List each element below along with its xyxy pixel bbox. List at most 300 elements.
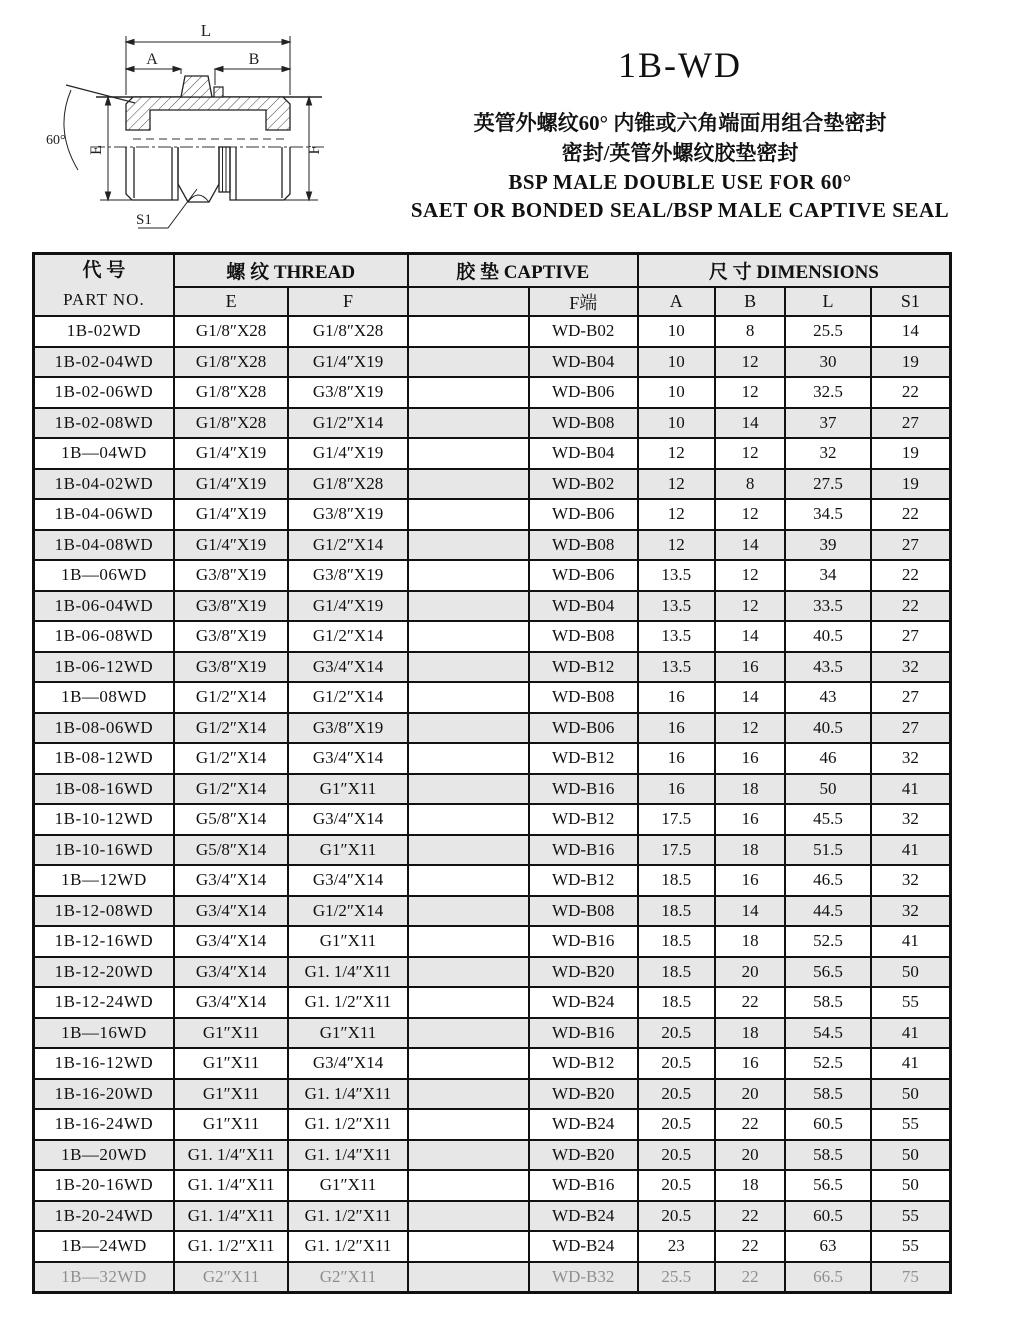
cell-captive-f-end: WD-B04 [529, 591, 638, 622]
cell-dim-a: 16 [638, 713, 715, 744]
cell-thread-e: G3/8″X19 [174, 560, 289, 591]
cell-thread-f: G3/4″X14 [288, 652, 407, 683]
cell-captive-f-end: WD-B08 [529, 896, 638, 927]
cell-dim-l: 51.5 [785, 835, 870, 866]
table-row [34, 347, 951, 378]
cell-thread-e: G2″X11 [174, 1262, 289, 1293]
subtitle-en-1: BSP MALE DOUBLE USE FOR 60° [508, 170, 852, 194]
cell-captive-blank [408, 530, 529, 561]
cell-dim-b: 22 [715, 987, 786, 1018]
cell-dim-l: 54.5 [785, 1018, 870, 1049]
cell-dim-b: 12 [715, 347, 786, 378]
dimension-label-F: F [306, 145, 323, 155]
cell-dim-a: 10 [638, 316, 715, 347]
cell-dim-b: 22 [715, 1201, 786, 1232]
table-row [34, 926, 951, 957]
cell-part-no: 1B—06WD [34, 560, 174, 591]
cell-thread-f: G1. 1/4″X11 [288, 957, 407, 988]
cell-part-no: 1B-12-24WD [34, 987, 174, 1018]
cell-part-no: 1B—12WD [34, 865, 174, 896]
cell-thread-e: G1/8″X28 [174, 347, 289, 378]
cell-captive-blank [408, 987, 529, 1018]
cell-dim-b: 20 [715, 1140, 786, 1171]
cell-part-no: 1B—32WD [34, 1262, 174, 1293]
col-header-dim-s1: S1 [871, 287, 951, 316]
cell-dim-s1: 50 [871, 957, 951, 988]
cell-thread-f: G1″X11 [288, 774, 407, 805]
cell-thread-e: G3/8″X19 [174, 621, 289, 652]
cell-dim-b: 14 [715, 408, 786, 439]
cell-dim-l: 50 [785, 774, 870, 805]
cell-captive-f-end: WD-B06 [529, 499, 638, 530]
cell-thread-f: G1″X11 [288, 926, 407, 957]
table-row [34, 957, 951, 988]
cell-dim-s1: 41 [871, 1018, 951, 1049]
cell-captive-blank [408, 926, 529, 957]
cell-captive-blank [408, 835, 529, 866]
cell-part-no: 1B-02WD [34, 316, 174, 347]
subtitle-cn-1: 英管外螺纹60° 内锥或六角端面用组合垫密封 [473, 111, 887, 135]
cell-dim-a: 17.5 [638, 804, 715, 835]
section-hatch-hex-boss [181, 76, 212, 97]
cell-dim-l: 32.5 [785, 377, 870, 408]
table-row [34, 835, 951, 866]
cell-part-no: 1B-08-16WD [34, 774, 174, 805]
cell-captive-blank [408, 1231, 529, 1262]
cell-dim-s1: 55 [871, 1201, 951, 1232]
col-header-thread-f: F [288, 287, 407, 316]
cell-captive-blank [408, 774, 529, 805]
cell-part-no: 1B-04-02WD [34, 469, 174, 500]
cell-captive-f-end: WD-B24 [529, 1231, 638, 1262]
cell-thread-f: G1/2″X14 [288, 682, 407, 713]
cell-part-no: 1B—20WD [34, 1140, 174, 1171]
cell-dim-a: 20.5 [638, 1079, 715, 1110]
cell-dim-b: 22 [715, 1231, 786, 1262]
cell-dim-s1: 41 [871, 1048, 951, 1079]
cell-part-no: 1B—16WD [34, 1018, 174, 1049]
cell-thread-f: G1. 1/2″X11 [288, 987, 407, 1018]
cell-thread-e: G1/2″X14 [174, 713, 289, 744]
cell-captive-blank [408, 865, 529, 896]
cell-captive-f-end: WD-B20 [529, 1079, 638, 1110]
cell-thread-f: G1. 1/4″X11 [288, 1079, 407, 1110]
cell-part-no: 1B-12-08WD [34, 896, 174, 927]
cell-thread-f: G3/8″X19 [288, 377, 407, 408]
cell-dim-a: 20.5 [638, 1140, 715, 1171]
table-row [34, 713, 951, 744]
cell-dim-a: 18.5 [638, 957, 715, 988]
cell-captive-f-end: WD-B20 [529, 1140, 638, 1171]
cell-thread-f: G1/4″X19 [288, 438, 407, 469]
table-row [34, 1201, 951, 1232]
cell-dim-l: 66.5 [785, 1262, 870, 1293]
cell-dim-a: 20.5 [638, 1109, 715, 1140]
cell-thread-e: G3/4″X14 [174, 957, 289, 988]
cell-thread-e: G3/4″X14 [174, 865, 289, 896]
cell-dim-l: 58.5 [785, 1140, 870, 1171]
cell-dim-l: 30 [785, 347, 870, 378]
table-row [34, 1109, 951, 1140]
cell-captive-f-end: WD-B06 [529, 713, 638, 744]
cell-thread-f: G1. 1/2″X11 [288, 1201, 407, 1232]
cell-thread-f: G1/4″X19 [288, 591, 407, 622]
cell-dim-a: 16 [638, 682, 715, 713]
cell-dim-l: 34.5 [785, 499, 870, 530]
subtitle-en-2: SAET OR BONDED SEAL/BSP MALE CAPTIVE SEAL [410, 198, 950, 222]
cell-dim-b: 8 [715, 316, 786, 347]
cell-dim-s1: 19 [871, 469, 951, 500]
cell-dim-a: 10 [638, 377, 715, 408]
cell-part-no: 1B-20-16WD [34, 1170, 174, 1201]
cell-captive-f-end: WD-B08 [529, 682, 638, 713]
cell-captive-blank [408, 347, 529, 378]
cell-thread-e: G1/4″X19 [174, 499, 289, 530]
cell-thread-f: G1/2″X14 [288, 621, 407, 652]
table-row [34, 377, 951, 408]
cell-dim-s1: 41 [871, 926, 951, 957]
cell-thread-e: G1″X11 [174, 1018, 289, 1049]
table-row [34, 560, 951, 591]
title-block [400, 44, 960, 224]
cell-captive-f-end: WD-B16 [529, 926, 638, 957]
cell-dim-s1: 55 [871, 987, 951, 1018]
cell-thread-e: G3/4″X14 [174, 896, 289, 927]
cell-part-no: 1B-16-20WD [34, 1079, 174, 1110]
cell-dim-b: 18 [715, 835, 786, 866]
cell-dim-a: 17.5 [638, 835, 715, 866]
cell-part-no: 1B-04-08WD [34, 530, 174, 561]
cell-part-no: 1B-12-20WD [34, 957, 174, 988]
cell-thread-e: G3/8″X19 [174, 652, 289, 683]
cell-dim-a: 23 [638, 1231, 715, 1262]
table-row [34, 652, 951, 683]
cell-dim-l: 39 [785, 530, 870, 561]
cell-dim-l: 33.5 [785, 591, 870, 622]
table-row [34, 316, 951, 347]
cell-dim-b: 14 [715, 530, 786, 561]
cell-thread-f: G1″X11 [288, 1170, 407, 1201]
dimension-label-S1: S1 [136, 212, 152, 228]
cell-dim-s1: 27 [871, 530, 951, 561]
cell-dim-l: 37 [785, 408, 870, 439]
cell-captive-blank [408, 621, 529, 652]
cell-dim-l: 43 [785, 682, 870, 713]
cell-dim-b: 14 [715, 682, 786, 713]
table-row [34, 865, 951, 896]
cell-captive-blank [408, 1170, 529, 1201]
cell-dim-s1: 75 [871, 1262, 951, 1293]
cell-dim-a: 18.5 [638, 987, 715, 1018]
col-header-dim-b: B [715, 287, 786, 316]
cell-dim-b: 18 [715, 926, 786, 957]
cell-captive-f-end: WD-B16 [529, 774, 638, 805]
cell-dim-b: 20 [715, 957, 786, 988]
cell-thread-f: G1/8″X28 [288, 469, 407, 500]
dimension-B [215, 66, 290, 85]
cell-captive-blank [408, 408, 529, 439]
cell-dim-l: 60.5 [785, 1201, 870, 1232]
cell-part-no: 1B-04-06WD [34, 499, 174, 530]
col-header-captive-f-end: F端 [529, 287, 638, 316]
cell-dim-b: 12 [715, 713, 786, 744]
cell-captive-blank [408, 560, 529, 591]
table-row [34, 499, 951, 530]
cell-dim-s1: 55 [871, 1231, 951, 1262]
col-group-captive: 胶 垫 CAPTIVE [408, 254, 638, 288]
cell-thread-f: G3/8″X19 [288, 713, 407, 744]
cell-captive-f-end: WD-B06 [529, 377, 638, 408]
cell-thread-f: G1″X11 [288, 835, 407, 866]
cell-thread-e: G1/2″X14 [174, 682, 289, 713]
cell-captive-blank [408, 682, 529, 713]
cell-dim-s1: 50 [871, 1170, 951, 1201]
cell-dim-s1: 50 [871, 1079, 951, 1110]
cell-dim-b: 16 [715, 865, 786, 896]
cell-thread-f: G1″X11 [288, 1018, 407, 1049]
cell-thread-e: G1″X11 [174, 1109, 289, 1140]
table-row [34, 987, 951, 1018]
part-no-label-en: PART NO. [63, 290, 145, 309]
cell-captive-blank [408, 316, 529, 347]
cell-part-no: 1B-02-04WD [34, 347, 174, 378]
cell-thread-e: G1. 1/4″X11 [174, 1140, 289, 1171]
cell-captive-f-end: WD-B16 [529, 835, 638, 866]
parts-table [32, 252, 952, 1294]
cell-dim-a: 12 [638, 469, 715, 500]
cell-thread-f: G3/4″X14 [288, 804, 407, 835]
cell-captive-f-end: WD-B16 [529, 1018, 638, 1049]
cell-dim-s1: 32 [871, 865, 951, 896]
cell-dim-b: 18 [715, 1018, 786, 1049]
cell-thread-e: G1. 1/4″X11 [174, 1201, 289, 1232]
dimension-label-B: B [248, 51, 260, 68]
cell-dim-b: 16 [715, 743, 786, 774]
cell-dim-a: 20.5 [638, 1170, 715, 1201]
cell-dim-s1: 41 [871, 835, 951, 866]
table-row [34, 1262, 951, 1293]
cell-dim-l: 58.5 [785, 987, 870, 1018]
subtitle-cn-2: 密封/英管外螺纹胶垫密封 [561, 141, 799, 165]
dimension-label-E: E [88, 145, 105, 155]
cell-thread-e: G5/8″X14 [174, 835, 289, 866]
col-header-captive-blank [408, 287, 529, 316]
header-group-row [34, 254, 951, 288]
cell-dim-a: 13.5 [638, 560, 715, 591]
cell-dim-s1: 50 [871, 1140, 951, 1171]
cell-dim-a: 20.5 [638, 1201, 715, 1232]
cell-part-no: 1B-10-16WD [34, 835, 174, 866]
cell-thread-e: G5/8″X14 [174, 804, 289, 835]
cell-thread-f: G3/4″X14 [288, 1048, 407, 1079]
col-header-part-no [34, 254, 174, 317]
cell-part-no: 1B-08-12WD [34, 743, 174, 774]
cell-dim-s1: 22 [871, 377, 951, 408]
captive-seal-groove [214, 87, 223, 97]
cell-dim-b: 14 [715, 896, 786, 927]
cell-captive-f-end: WD-B02 [529, 469, 638, 500]
cell-dim-l: 27.5 [785, 469, 870, 500]
cell-dim-a: 16 [638, 743, 715, 774]
cell-dim-a: 18.5 [638, 926, 715, 957]
cell-captive-blank [408, 804, 529, 835]
table-row [34, 530, 951, 561]
table-row [34, 743, 951, 774]
cell-dim-b: 16 [715, 1048, 786, 1079]
cell-dim-s1: 32 [871, 804, 951, 835]
cell-captive-f-end: WD-B12 [529, 652, 638, 683]
cell-captive-f-end: WD-B04 [529, 438, 638, 469]
cell-captive-f-end: WD-B04 [529, 347, 638, 378]
cell-dim-a: 12 [638, 499, 715, 530]
cell-captive-blank [408, 499, 529, 530]
table-row [34, 469, 951, 500]
table-row [34, 621, 951, 652]
cell-dim-l: 44.5 [785, 896, 870, 927]
cell-dim-b: 12 [715, 438, 786, 469]
cell-dim-s1: 41 [871, 774, 951, 805]
cell-dim-l: 40.5 [785, 713, 870, 744]
cell-dim-s1: 19 [871, 438, 951, 469]
cell-thread-f: G3/4″X14 [288, 865, 407, 896]
cell-thread-f: G1. 1/4″X11 [288, 1140, 407, 1171]
col-group-dimensions: 尺 寸 DIMENSIONS [638, 254, 951, 288]
cell-dim-l: 63 [785, 1231, 870, 1262]
page-title: 1B-WD [618, 45, 742, 85]
cell-dim-l: 60.5 [785, 1109, 870, 1140]
cell-captive-blank [408, 438, 529, 469]
cell-thread-f: G1. 1/2″X11 [288, 1231, 407, 1262]
cell-part-no: 1B-16-12WD [34, 1048, 174, 1079]
cell-captive-blank [408, 1048, 529, 1079]
cell-captive-blank [408, 896, 529, 927]
cell-captive-f-end: WD-B08 [529, 530, 638, 561]
technical-drawing [38, 12, 330, 238]
cell-captive-f-end: WD-B08 [529, 621, 638, 652]
col-header-dim-a: A [638, 287, 715, 316]
cell-captive-f-end: WD-B12 [529, 865, 638, 896]
cell-dim-s1: 22 [871, 591, 951, 622]
cell-captive-blank [408, 957, 529, 988]
cell-captive-blank [408, 1140, 529, 1171]
cell-part-no: 1B-06-12WD [34, 652, 174, 683]
cell-thread-f: G1/2″X14 [288, 896, 407, 927]
cell-captive-blank [408, 1018, 529, 1049]
cell-part-no: 1B-08-06WD [34, 713, 174, 744]
col-group-thread: 螺 纹 THREAD [174, 254, 408, 288]
cell-dim-s1: 22 [871, 560, 951, 591]
cell-part-no: 1B-10-12WD [34, 804, 174, 835]
table-row [34, 774, 951, 805]
cell-captive-f-end: WD-B20 [529, 957, 638, 988]
cell-dim-s1: 14 [871, 316, 951, 347]
table-row [34, 1170, 951, 1201]
cell-captive-f-end: WD-B02 [529, 316, 638, 347]
cell-thread-f: G3/4″X14 [288, 743, 407, 774]
cell-dim-a: 18.5 [638, 896, 715, 927]
cell-dim-a: 12 [638, 530, 715, 561]
col-header-dim-l: L [785, 287, 870, 316]
cell-dim-b: 14 [715, 621, 786, 652]
cell-dim-l: 46.5 [785, 865, 870, 896]
cell-thread-f: G1/2″X14 [288, 408, 407, 439]
cell-thread-e: G3/8″X19 [174, 591, 289, 622]
cell-dim-b: 8 [715, 469, 786, 500]
cell-part-no: 1B—24WD [34, 1231, 174, 1262]
cell-thread-e: G1/8″X28 [174, 377, 289, 408]
cell-part-no: 1B—08WD [34, 682, 174, 713]
cell-part-no: 1B—04WD [34, 438, 174, 469]
table-row [34, 1079, 951, 1110]
cell-captive-f-end: WD-B06 [529, 560, 638, 591]
cell-dim-a: 16 [638, 774, 715, 805]
cell-captive-blank [408, 469, 529, 500]
cell-dim-a: 13.5 [638, 621, 715, 652]
cell-thread-e: G3/4″X14 [174, 987, 289, 1018]
cell-dim-a: 12 [638, 438, 715, 469]
table-row [34, 1018, 951, 1049]
cell-dim-b: 16 [715, 804, 786, 835]
cell-dim-l: 32 [785, 438, 870, 469]
angle-label: 60° [46, 133, 66, 148]
cell-thread-f: G1/8″X28 [288, 316, 407, 347]
table-row [34, 896, 951, 927]
cell-dim-l: 56.5 [785, 1170, 870, 1201]
cell-part-no: 1B-02-08WD [34, 408, 174, 439]
table-row [34, 591, 951, 622]
cell-captive-blank [408, 743, 529, 774]
cell-dim-a: 13.5 [638, 652, 715, 683]
cell-dim-s1: 22 [871, 499, 951, 530]
cell-captive-f-end: WD-B12 [529, 804, 638, 835]
cell-dim-l: 56.5 [785, 957, 870, 988]
cell-dim-s1: 27 [871, 713, 951, 744]
table-row [34, 1048, 951, 1079]
cell-dim-l: 52.5 [785, 926, 870, 957]
cell-captive-f-end: WD-B32 [529, 1262, 638, 1293]
table-body [34, 316, 951, 1293]
cell-captive-blank [408, 652, 529, 683]
cell-captive-f-end: WD-B08 [529, 408, 638, 439]
cell-dim-s1: 32 [871, 896, 951, 927]
cell-dim-b: 22 [715, 1109, 786, 1140]
cell-dim-b: 18 [715, 774, 786, 805]
cell-thread-e: G3/4″X14 [174, 926, 289, 957]
cell-dim-a: 10 [638, 408, 715, 439]
cell-dim-s1: 19 [871, 347, 951, 378]
cell-captive-blank [408, 1262, 529, 1293]
cell-captive-f-end: WD-B24 [529, 1201, 638, 1232]
cell-dim-a: 25.5 [638, 1262, 715, 1293]
cell-dim-l: 40.5 [785, 621, 870, 652]
cell-dim-s1: 32 [871, 743, 951, 774]
cell-captive-blank [408, 1109, 529, 1140]
table-row [34, 438, 951, 469]
table-row [34, 804, 951, 835]
cell-dim-b: 20 [715, 1079, 786, 1110]
table-row [34, 1140, 951, 1171]
cell-thread-e: G1. 1/4″X11 [174, 1170, 289, 1201]
cell-captive-f-end: WD-B12 [529, 743, 638, 774]
exterior-lower-half [126, 147, 290, 202]
cell-dim-a: 10 [638, 347, 715, 378]
col-header-thread-e: E [174, 287, 289, 316]
cell-thread-e: G1″X11 [174, 1079, 289, 1110]
cell-dim-l: 58.5 [785, 1079, 870, 1110]
cell-dim-l: 45.5 [785, 804, 870, 835]
cell-thread-f: G1/4″X19 [288, 347, 407, 378]
cell-thread-e: G1/2″X14 [174, 743, 289, 774]
